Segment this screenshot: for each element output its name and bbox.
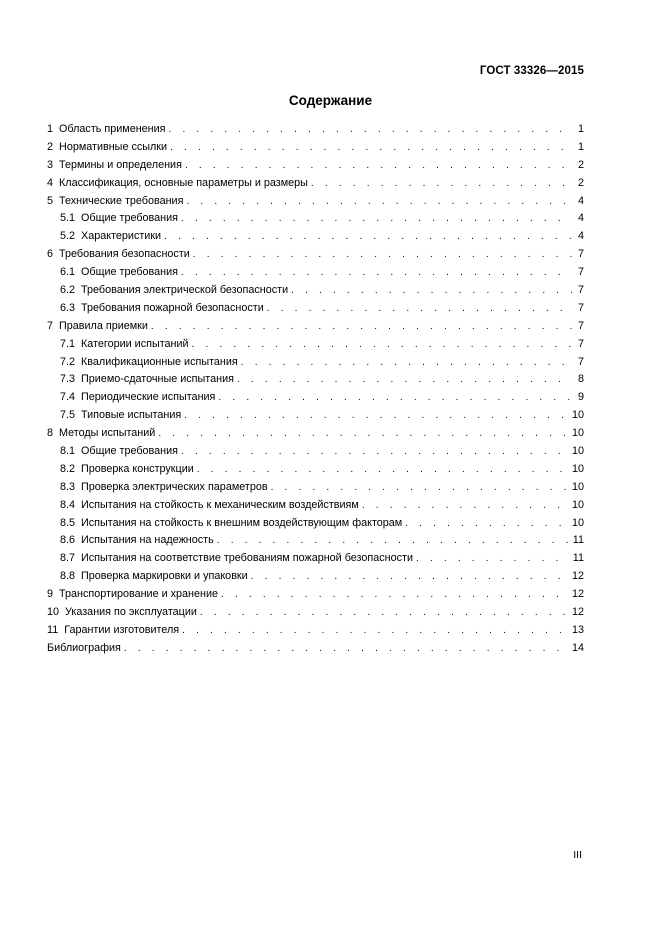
toc-entry-page: 2 [577,158,584,171]
toc-entry-title: Проверка электрических параметров [81,480,268,493]
toc-entry-page: 4 [577,230,584,243]
toc-entry-title: Классификация, основные параметры и размеры [59,176,308,189]
toc-entry-number: 6.3 [60,301,76,314]
toc-entry-title: Характеристики [81,230,162,243]
toc-entry[interactable] [47,371,584,389]
dot-leader [251,568,568,586]
toc-entry-page: 12 [571,588,584,601]
toc-entry-number: 6.1 [60,266,76,279]
toc-entry[interactable] [47,300,584,318]
toc-entry[interactable] [47,354,584,372]
toc-entry-title: Методы испытаний [59,427,156,440]
toc-entry-title: Приемо-сдаточные испытания [81,373,234,386]
toc-entry[interactable] [47,550,584,568]
toc-entry-title: Гарантии изготовителя [64,623,180,636]
toc-entry-title: Транспортирование и хранение [59,588,219,601]
toc-entry-title: Испытания на стойкость к внешним воздействующим факторам [81,516,403,529]
toc-entry-page: 9 [577,391,584,404]
toc-entry-page: 12 [571,606,584,619]
toc-entry-title: Требования безопасности [59,248,190,261]
dot-leader [237,371,572,389]
toc-entry[interactable] [47,586,584,604]
toc-entry-title: Проверка конструкции [81,462,194,475]
toc-entry[interactable] [47,193,584,211]
toc-entry[interactable] [47,139,584,157]
dot-leader [311,175,572,193]
dot-leader [200,604,568,622]
toc-entry-number: 6 [47,248,54,261]
dot-leader [416,550,569,568]
dot-leader [170,139,572,157]
toc-entry-page: 1 [577,140,584,153]
toc-entry-page: 2 [577,176,584,189]
toc-entry-title: Общие требования [81,266,178,279]
toc-entry-number: 8.2 [60,462,76,475]
toc-entry-page: 11 [572,534,584,547]
toc-entry-number: 8 [47,427,54,440]
toc-entry-title: Нормативные ссылки [59,140,168,153]
toc-entry-page: 7 [577,284,584,297]
toc-entry-number: 3 [47,158,54,171]
toc-entry[interactable] [47,479,584,497]
dot-leader [192,336,572,354]
dot-leader [267,300,572,318]
toc-entry-page: 13 [571,623,584,636]
toc-entry[interactable] [47,497,584,515]
toc-entry-title: Категории испытаний [81,337,189,350]
toc-entry-page: 10 [571,498,584,511]
toc-entry-title: Правила приемки [59,319,148,332]
toc-entry-title: Квалификационные испытания [81,355,238,368]
dot-leader [184,407,568,425]
toc-entry-number: 7.2 [60,355,76,368]
toc-entry-page: 7 [577,319,584,332]
toc-entry-title: Указания по эксплуатации [65,606,197,619]
dot-leader [291,282,572,300]
toc-entry-title: Термины и определения [59,158,182,171]
toc-entry[interactable] [47,175,584,193]
toc-entry-page: 7 [577,355,584,368]
toc-entry-number: 8.1 [60,445,76,458]
toc-entry-page: 10 [571,445,584,458]
toc-entry-page: 7 [577,337,584,350]
toc-entry-number: 7.3 [60,373,76,386]
toc-entry-title: Технические требования [59,194,184,207]
toc-entry[interactable] [47,157,584,175]
toc-entry-page: 4 [577,194,584,207]
toc-entry-number: 10 [47,606,60,619]
dot-leader [158,425,568,443]
toc-entry[interactable] [47,604,584,622]
toc-entry-number: 5 [47,194,54,207]
toc-entry-page: 11 [572,552,584,565]
toc-entry-number: 7.5 [60,409,76,422]
toc-entry-title: Общие требования [81,445,178,458]
toc-entry-number: 9 [47,588,54,601]
toc-entry-number: 5.1 [60,212,76,225]
dot-leader [181,264,572,282]
dot-leader [221,586,568,604]
toc-entry-title: Требования электрической безопасности [81,284,289,297]
toc-entry-page: 7 [577,248,584,261]
toc-entry[interactable] [47,461,584,479]
toc-entry[interactable] [47,210,584,228]
toc-entry-number: 8.7 [60,552,76,565]
toc-entry-title: Периодические испытания [81,391,216,404]
toc-entry[interactable] [47,515,584,533]
table-of-contents [47,121,584,658]
page-number: III [573,849,582,861]
toc-entry-title: Испытания на надежность [81,534,214,547]
dot-leader [362,497,568,515]
toc-entry-number: 4 [47,176,54,189]
toc-entry[interactable] [47,443,584,461]
toc-entry[interactable] [47,425,584,443]
toc-title: Содержание [288,93,373,108]
dot-leader [124,640,568,658]
toc-entry[interactable] [47,246,584,264]
toc-entry-title: Испытания на стойкость к механическим воздействиям [81,498,359,511]
toc-entry-title: Испытания на соответствие требованиям пожарной безопасности [81,552,413,565]
toc-entry-title: Область применения [59,123,166,135]
toc-entry-number: 8.8 [60,570,76,583]
dot-leader [217,532,569,550]
toc-entry-number: 8.6 [60,534,76,547]
toc-entry-number: 8.5 [60,516,76,529]
toc-entry[interactable] [47,264,584,282]
toc-entry[interactable] [47,389,584,407]
dot-leader [169,121,572,139]
toc-entry-number: 7.4 [60,391,76,404]
toc-entry-page: 10 [571,480,584,493]
dot-leader [186,193,572,211]
toc-entry-page: 7 [577,301,584,314]
document-code: ГОСТ 33326—2015 [479,65,584,77]
toc-entry-number: 7 [47,319,54,332]
toc-entry-title: Библиография [47,641,121,654]
toc-entry-title: Общие требования [81,212,178,225]
dot-leader [164,228,572,246]
toc-entry-page: 12 [571,570,584,583]
toc-entry-page: 7 [577,266,584,279]
toc-entry[interactable] [47,318,584,336]
toc-entry-page: 10 [571,409,584,422]
toc-entry-number: 6.2 [60,284,76,297]
toc-entry[interactable] [47,568,584,586]
dot-leader [405,515,568,533]
toc-entry-title: Требования пожарной безопасности [81,301,264,314]
toc-entry-page: 10 [571,462,584,475]
toc-entry-number: 2 [47,140,54,153]
toc-entry[interactable] [47,622,584,640]
toc-entry-page: 14 [571,641,584,654]
toc-entry[interactable] [47,282,584,300]
dot-leader [181,210,572,228]
toc-entry-number: 1 [47,123,54,135]
dot-leader [218,389,572,407]
toc-entry[interactable] [47,121,584,139]
dot-leader [182,622,568,640]
toc-entry[interactable] [47,532,584,550]
dot-leader [193,246,572,264]
toc-entry[interactable] [47,228,584,246]
dot-leader [151,318,572,336]
toc-entry-number: 7.1 [60,337,76,350]
toc-entry-page: 4 [577,212,584,225]
toc-entry-page: 1 [577,123,584,135]
toc-entry-title: Проверка маркировки и упаковки [81,570,248,583]
toc-entry-page: 10 [571,516,584,529]
toc-entry[interactable] [47,407,584,425]
toc-entry-title: Типовые испытания [81,409,182,422]
toc-entry-number: 8.3 [60,480,76,493]
toc-entry[interactable] [47,640,584,658]
toc-entry-number: 11 [47,623,59,636]
toc-entry-number: 5.2 [60,230,76,243]
dot-leader [241,354,572,372]
toc-entry-number: 8.4 [60,498,76,511]
dot-leader [197,461,568,479]
dot-leader [185,157,572,175]
toc-entry-page: 8 [577,373,584,386]
dot-leader [181,443,568,461]
toc-entry[interactable] [47,336,584,354]
toc-entry-page: 10 [571,427,584,440]
dot-leader [271,479,568,497]
